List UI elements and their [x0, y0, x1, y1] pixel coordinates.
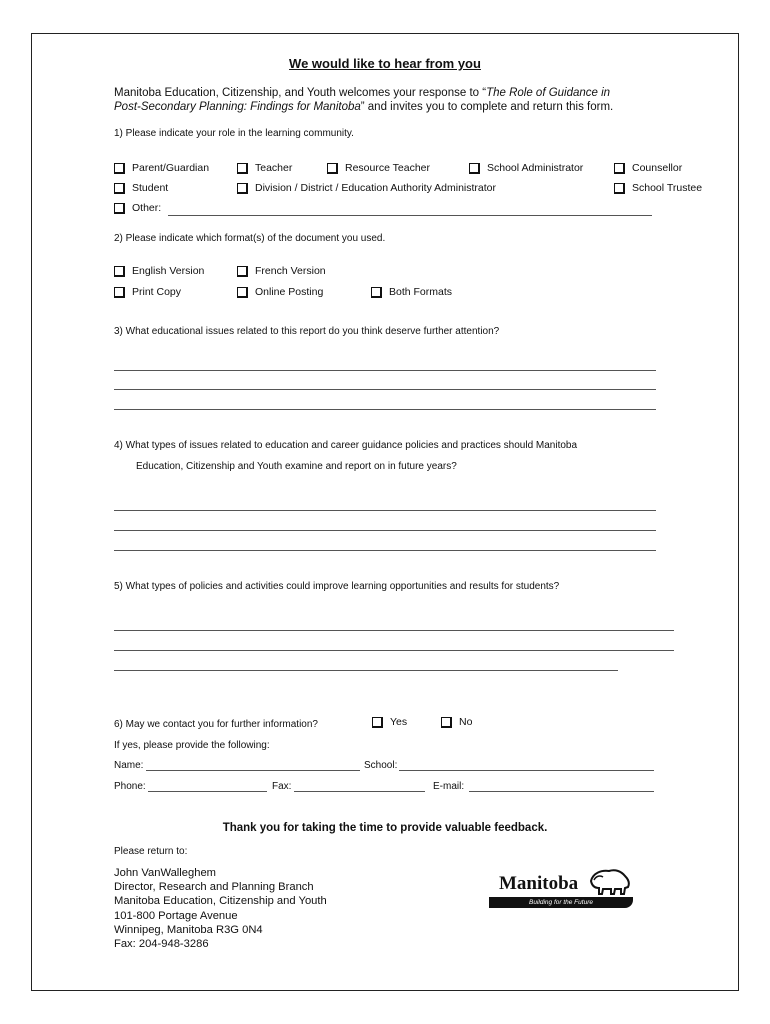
option-school-trustee[interactable]: School Trustee — [614, 182, 702, 194]
answer-line[interactable] — [114, 630, 674, 631]
intro-line-1: Manitoba Education, Citizenship, and Youth welcomes your response to “The Role of Guidance in — [114, 87, 611, 99]
checkbox[interactable] — [614, 183, 625, 194]
name-input-line[interactable] — [146, 770, 360, 771]
other-input-line[interactable] — [168, 215, 652, 216]
checkbox[interactable] — [469, 163, 480, 174]
phone-label: Phone: — [114, 781, 146, 792]
option-teacher[interactable]: Teacher — [237, 162, 292, 174]
option-online-posting[interactable]: Online Posting — [237, 286, 323, 298]
thank-you-note: Thank you for taking the time to provide valuable feedback. — [222, 822, 548, 834]
checkbox[interactable] — [441, 717, 452, 728]
option-division-administrator[interactable]: Division / District / Education Authority Administrator — [237, 182, 496, 194]
option-english-version[interactable]: English Version — [114, 265, 204, 277]
question-3: 3) What educational issues related to this report do you think deserve further attention? — [114, 326, 500, 337]
option-parent-guardian[interactable]: Parent/Guardian — [114, 162, 209, 174]
checkbox[interactable] — [371, 287, 382, 298]
question-2: 2) Please indicate which format(s) of the document you used. — [114, 233, 386, 244]
intro-line-2: Post-Secondary Planning: Findings for Manitoba” and invites you to complete and return this form. — [114, 101, 614, 113]
return-address: John VanWalleghem Director, Research and Planning Branch Manitoba Education, Citizenship and Youth 101-800 Portage Avenue Winnipeg, Manitoba R3G 0N4 Fax: 204-948-3286 — [114, 867, 327, 951]
question-4-line-2: Education, Citizenship and Youth examine and report on in future years? — [136, 461, 457, 472]
return-label: Please return to: — [114, 846, 188, 857]
phone-input-line[interactable] — [148, 791, 267, 792]
option-yes[interactable]: Yes — [372, 716, 407, 728]
bison-icon — [587, 867, 633, 897]
checkbox[interactable] — [114, 266, 125, 277]
fax-input-line[interactable] — [294, 791, 425, 792]
checkbox[interactable] — [114, 287, 125, 298]
email-input-line[interactable] — [469, 791, 654, 792]
option-counsellor[interactable]: Counsellor — [614, 162, 682, 174]
option-both-formats[interactable]: Both Formats — [371, 286, 452, 298]
checkbox[interactable] — [114, 203, 125, 214]
answer-line[interactable] — [114, 370, 656, 371]
option-resource-teacher[interactable]: Resource Teacher — [327, 162, 430, 174]
question-5: 5) What types of policies and activities could improve learning opportunities and results for students? — [114, 581, 560, 592]
manitoba-logo — [489, 866, 637, 912]
question-1: 1) Please indicate your role in the learning community. — [114, 128, 354, 139]
checkbox[interactable] — [237, 163, 248, 174]
answer-line[interactable] — [114, 650, 674, 651]
option-print-copy[interactable]: Print Copy — [114, 286, 181, 298]
answer-line[interactable] — [114, 670, 618, 671]
checkbox[interactable] — [237, 266, 248, 277]
contact-followup: If yes, please provide the following: — [114, 740, 270, 751]
checkbox[interactable] — [372, 717, 383, 728]
option-no[interactable]: No — [441, 716, 472, 728]
question-4-line-1: 4) What types of issues related to education and career guidance policies and practices should Manitoba — [114, 440, 578, 451]
logo-tagline: Building for the Future — [489, 897, 633, 908]
school-label: School: — [364, 760, 398, 771]
checkbox[interactable] — [114, 183, 125, 194]
name-label: Name: — [114, 760, 144, 771]
option-school-administrator[interactable]: School Administrator — [469, 162, 583, 174]
checkbox[interactable] — [114, 163, 125, 174]
option-french-version[interactable]: French Version — [237, 265, 326, 277]
checkbox[interactable] — [237, 183, 248, 194]
checkbox[interactable] — [327, 163, 338, 174]
answer-line[interactable] — [114, 409, 656, 410]
fax-label: Fax: — [272, 781, 292, 792]
answer-line[interactable] — [114, 389, 656, 390]
logo-wordmark: Manitoba — [499, 873, 579, 894]
school-input-line[interactable] — [399, 770, 654, 771]
checkbox[interactable] — [237, 287, 248, 298]
question-6: 6) May we contact you for further information? — [114, 719, 318, 730]
answer-line[interactable] — [114, 530, 656, 531]
form-title: We would like to hear from you — [289, 56, 481, 71]
option-student[interactable]: Student — [114, 182, 168, 194]
option-other[interactable]: Other: — [114, 202, 161, 214]
answer-line[interactable] — [114, 550, 656, 551]
email-label: E-mail: — [433, 781, 465, 792]
checkbox[interactable] — [614, 163, 625, 174]
answer-line[interactable] — [114, 510, 656, 511]
